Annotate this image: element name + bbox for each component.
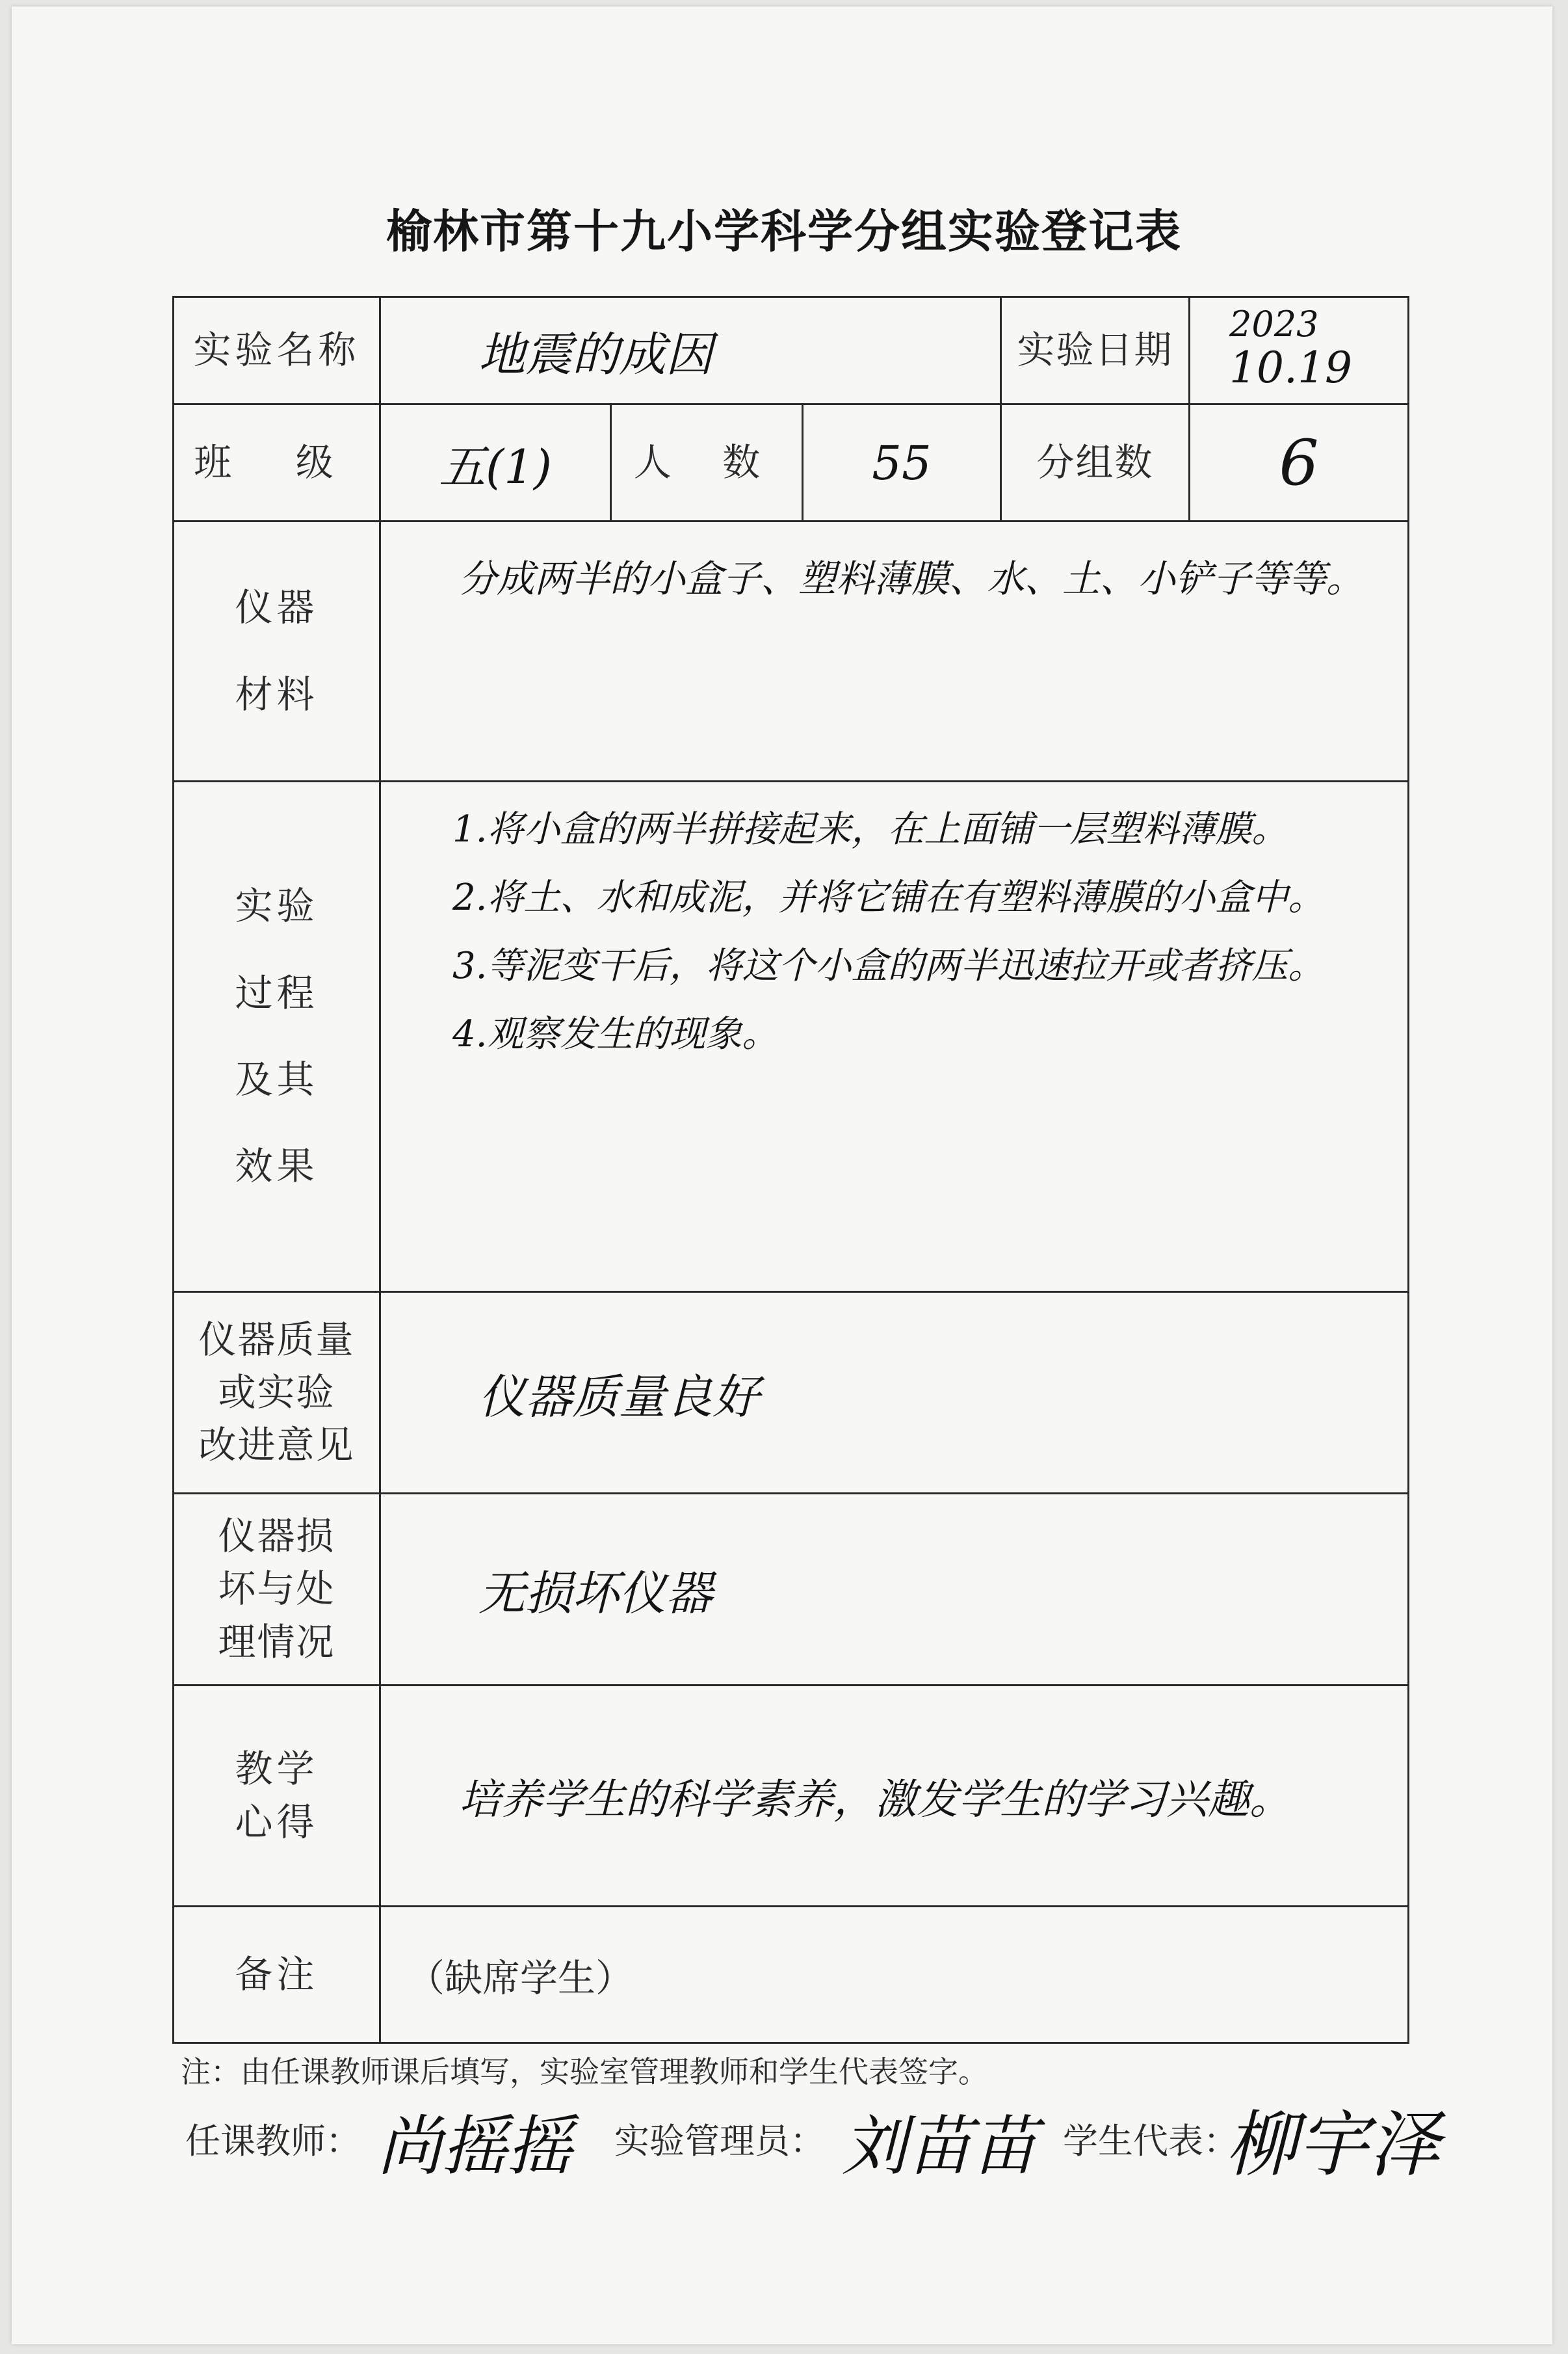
materials-value-cell — [380, 522, 1409, 782]
class-value: 五(1) — [380, 404, 611, 522]
damage-label-line3: 理情况 — [218, 1619, 335, 1664]
process-step-4: 4.观察发生的现象。 — [452, 1013, 779, 1055]
experiment-date-label: 实验日期 — [1001, 297, 1190, 404]
row-class-info — [174, 404, 1409, 522]
row-reflection — [174, 1686, 1409, 1907]
signature-row — [185, 2100, 1485, 2217]
date-month-day: 10.19 — [1229, 343, 1352, 393]
row-process — [174, 782, 1409, 1292]
row-materials — [174, 522, 1409, 782]
process-step-3: 3.等泥变干后，将这个小盒的两半迅速拉开或者挤压。 — [452, 945, 1325, 987]
process-label — [174, 782, 380, 1292]
headcount-label: 人 数 — [611, 404, 803, 522]
group-count-value: 6 — [1190, 404, 1409, 522]
materials-value: 分成两半的小盒子、塑料薄膜、水、土、小铲子等等。 — [459, 557, 1365, 601]
reflection-label-line1: 教学 — [235, 1747, 319, 1792]
lab-admin-label: 实验管理员： — [614, 2121, 825, 2162]
materials-label-line1: 仪器 — [235, 585, 319, 630]
reflection-label — [174, 1686, 380, 1907]
damage-label-line1: 仪器损 — [218, 1514, 335, 1559]
reflection-value: 培养学生的科学素养，激发学生的学习兴趣。 — [380, 1686, 1409, 1907]
reflection-label-line2: 心得 — [235, 1799, 319, 1844]
row-quality — [174, 1292, 1409, 1494]
row-damage — [174, 1494, 1409, 1686]
process-label-line1: 实验 — [235, 884, 319, 929]
process-label-line2: 过程 — [235, 970, 319, 1015]
date-year: 2023 — [1229, 304, 1319, 345]
lab-admin-signature: 刘苗苗 — [842, 2108, 1037, 2184]
process-label-line3: 及其 — [235, 1057, 319, 1102]
experiment-date-value — [1190, 297, 1409, 404]
form-title: 榆林市第十九小学科学分组实验登记表 — [386, 204, 1182, 258]
damage-value: 无损坏仪器 — [380, 1494, 1409, 1686]
teacher-label: 任课教师： — [185, 2121, 361, 2162]
quality-value: 仪器质量良好 — [380, 1292, 1409, 1494]
damage-label — [174, 1494, 380, 1686]
group-count-label: 分组数 — [1001, 404, 1190, 522]
remarks-value: （缺席学生） — [380, 1907, 1409, 2043]
process-label-line4: 效果 — [235, 1144, 319, 1189]
quality-label-line3: 改进意见 — [198, 1423, 355, 1468]
process-step-1: 1.将小盒的两半拼接起来，在上面铺一层塑料薄膜。 — [452, 808, 1288, 851]
materials-label-line2: 材料 — [235, 672, 319, 717]
row-name-date — [174, 297, 1409, 404]
student-rep-label: 学生代表： — [1063, 2121, 1238, 2162]
process-value-cell — [380, 782, 1409, 1292]
footnote: 注：由任课教师课后填写，实验室管理教师和学生代表签字。 — [181, 2054, 988, 2089]
class-label: 班 级 — [174, 404, 380, 522]
student-rep-signature: 柳宇泽 — [1225, 2103, 1440, 2186]
experiment-name-value: 地震的成因 — [380, 297, 1001, 404]
quality-label — [174, 1292, 380, 1494]
materials-label — [174, 522, 380, 782]
damage-label-line2: 坏与处 — [218, 1567, 335, 1611]
teacher-signature: 尚摇摇 — [377, 2108, 572, 2184]
quality-label-line2: 或实验 — [218, 1369, 335, 1414]
experiment-name-label: 实验名称 — [174, 297, 380, 404]
registration-table — [172, 296, 1409, 2044]
process-step-2: 2.将土、水和成泥，并将它铺在有塑料薄膜的小盒中。 — [452, 877, 1325, 919]
headcount-value: 55 — [803, 404, 1001, 522]
quality-label-line1: 仪器质量 — [198, 1317, 355, 1362]
row-remarks — [174, 1907, 1409, 2043]
remarks-label: 备注 — [174, 1907, 380, 2043]
